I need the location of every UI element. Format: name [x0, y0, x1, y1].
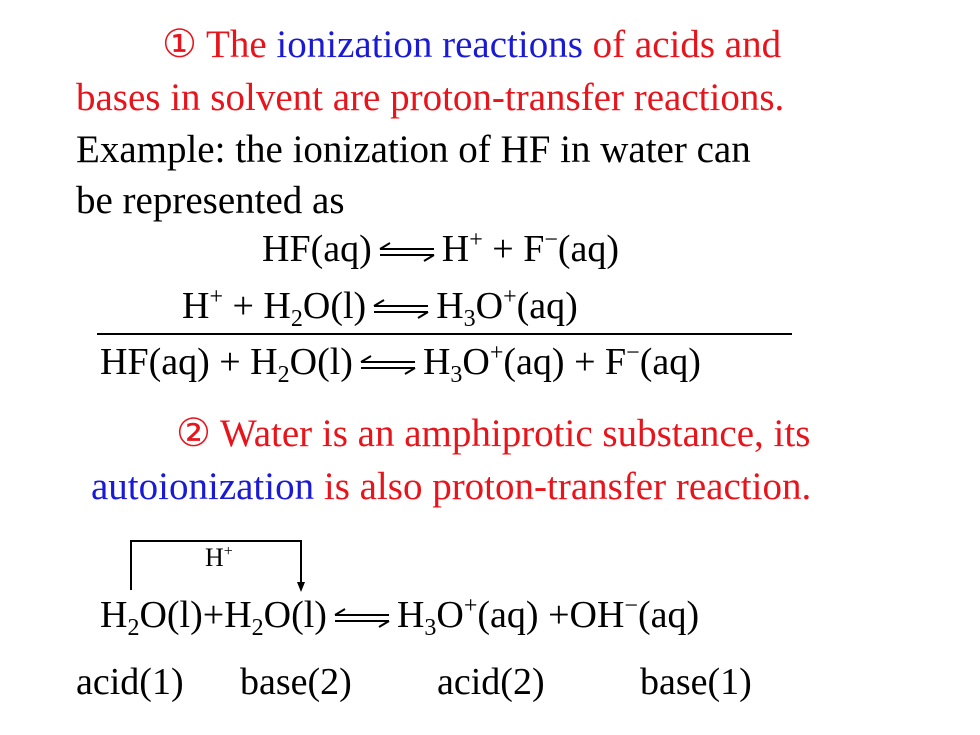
equation-3: $HF(aq) + H_2O(l)$ $H_3O^+(aq) + F^-(aq)$	[100, 340, 701, 388]
label-acid-1: acid(1)	[76, 661, 184, 703]
example-line-1: Example: the ionization of HF in water can	[76, 128, 751, 171]
equilibrium-arrow-icon	[359, 355, 417, 375]
paragraph-1-line-2: bases in solvent are proton-transfer reactions.	[76, 76, 785, 119]
label-base-2: base(2)	[240, 661, 352, 703]
paragraph-2-line-2: autoionization is also proton-transfer reaction.	[91, 465, 812, 508]
circled-two-marker: ②	[176, 412, 211, 455]
equilibrium-arrow-icon	[372, 299, 430, 319]
equation-2: $H^+ + H_2O(l)$ $H_3O^+(aq)$	[182, 284, 578, 332]
autoionization-term: autoionization	[91, 465, 315, 508]
label-acid-2: acid(2)	[437, 661, 545, 703]
circled-one-marker: ①	[162, 23, 197, 66]
equilibrium-arrow-icon	[333, 608, 391, 628]
paragraph-1-line-1: ① The ionization reactions of acids and	[162, 23, 782, 66]
proton-label: H+	[205, 543, 233, 572]
label-base-1: base(1)	[640, 661, 752, 703]
equation-4: $H_2O(l)+H_2O(l)$ $H_3O^+(aq) +OH^-(aq)$	[100, 593, 700, 641]
ionization-reactions-term: ionization reactions	[276, 23, 583, 66]
equilibrium-arrow-icon	[378, 242, 436, 262]
equation-1: HF(aq) H+ + F−(aq)	[262, 227, 620, 270]
sum-rule-line	[97, 333, 792, 335]
paragraph-2-line-1: ② Water is an amphiprotic substance, its	[176, 412, 811, 455]
example-line-2: be represented as	[76, 179, 345, 222]
